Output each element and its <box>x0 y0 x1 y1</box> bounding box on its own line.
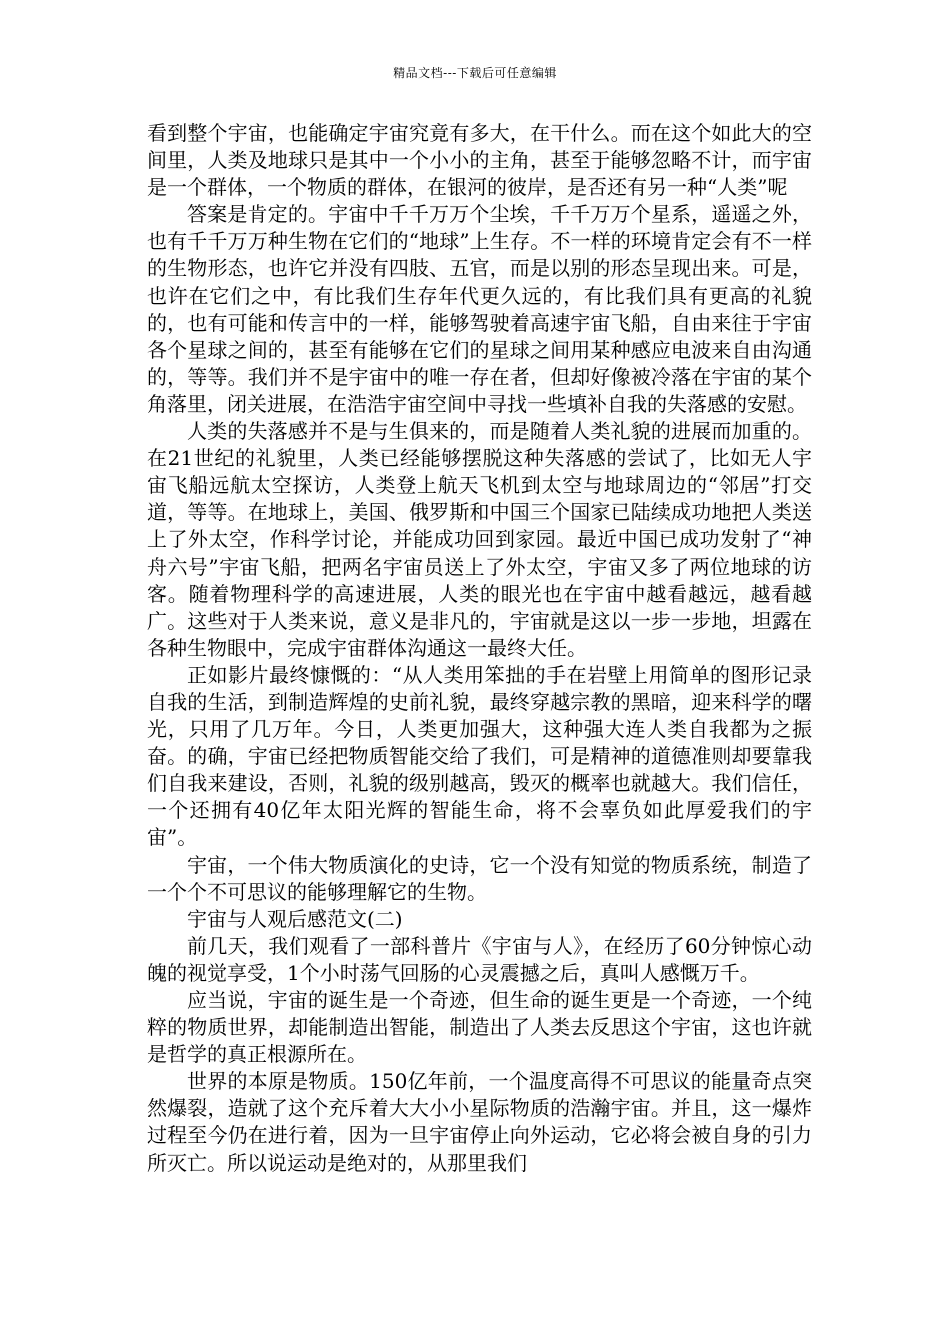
paragraph: 看到整个宇宙，也能确定宇宙究竟有多大，在干什么。而在这个如此大的空间里，人类及地球只是其中一个小小的主角，甚至于能够忽略不计，而宇宙是一个群体，一个物质的群体，在银河的彼岸，是否还有另一种“人类”呢 <box>147 121 812 200</box>
paragraph: 正如影片最终慷慨的：“从人类用笨拙的手在岩壁上用简单的图形记录自我的生活，到制造辉煌的史前礼貌，最终穿越宗教的黑暗，迎来科学的曙光，只用了几万年。今日，人类更加强大，这种强大连人类自我都为之振奋。的确，宇宙已经把物质智能交给了我们，可是精神的道德准则却要靠我们自我来建设，否则，礼貌的级别越高，毁灭的概率也就越大。我们信任，一个还拥有40亿年太阳光辉的智能生命，将不会辜负如此厚爱我们的宇宙”。 <box>147 662 812 850</box>
paragraph: 人类的失落感并不是与生俱来的，而是随着人类礼貌的进展而加重的。在21世纪的礼貌里，人类已经能够摆脱这种失落感的尝试了，比如无人宇宙飞船远航太空探访，人类登上航天飞机到太空与地球周边的“邻居”打交道，等等。在地球上，美国、俄罗斯和中国三个国家已陆续成功地把人类送上了外太空，作科学讨论，并能成功回到家园。最近中国已成功发射了“神舟六号”宇宙飞船，把两名宇宙员送上了外太空，宇宙又多了两位地球的访客。随着物理科学的高速进展，人类的眼光也在宇宙中越看越远，越看越广。这些对于人类来说，意义是非凡的，宇宙就是这以一步一步地，坦露在各种生物眼中，完成宇宙群体沟通这一最终大任。 <box>147 419 812 660</box>
paragraph: 应当说，宇宙的诞生是一个奇迹，但生命的诞生更是一个奇迹，一个纯粹的物质世界，却能制造出智能，制造出了人类去反思这个宇宙，这也许就是哲学的真正根源所在。 <box>147 988 812 1067</box>
document-body <box>147 120 812 1177</box>
section-heading: 宇宙与人观后感范文(二) <box>187 906 403 931</box>
page-header: 精品文档---下载后可任意编辑 <box>393 66 557 80</box>
paragraph: 前几天，我们观看了一部科普片《宇宙与人》，在经历了60分钟惊心动魄的视觉享受，1个小时荡气回肠的心灵震撼之后，真叫人感慨万千。 <box>147 933 812 985</box>
paragraph: 世界的本原是物质。150亿年前，一个温度高得不可思议的能量奇点突然爆裂，造就了这个充斥着大大小小星际物质的浩瀚宇宙。并且，这一爆炸过程至今仍在进行着，因为一旦宇宙停止向外运动，它必将会被自身的引力所灭亡。所以说运动是绝对的，从那里我们 <box>147 1069 812 1175</box>
paragraph: 答案是肯定的。宇宙中千千万万个尘埃，千千万万个星系，遥遥之外，也有千千万万种生物在它们的“地球”上生存。不一样的环境肯定会有不一样的生物形态，也许它并没有四肢、五官，而是以别的形态呈现出来。可是，也许在它们之中，有比我们生存年代更久远的，有比我们具有更高的礼貌的，也有可能和传言中的一样，能够驾驶着高速宇宙飞船，自由来往于宇宙各个星球之间的，甚至有能够在它们的星球之间用某种感应电波来自由沟通的，等等。我们并不是宇宙中的唯一存在者，但却好像被冷落在宇宙的某个角落里，闭关进展，在浩浩宇宙空间中寻找一些填补自我的失落感的安慰。 <box>147 202 812 416</box>
paragraph: 宇宙，一个伟大物质演化的史诗，它一个没有知觉的物质系统，制造了一个个不可思议的能够理解它的生物。 <box>147 852 812 904</box>
